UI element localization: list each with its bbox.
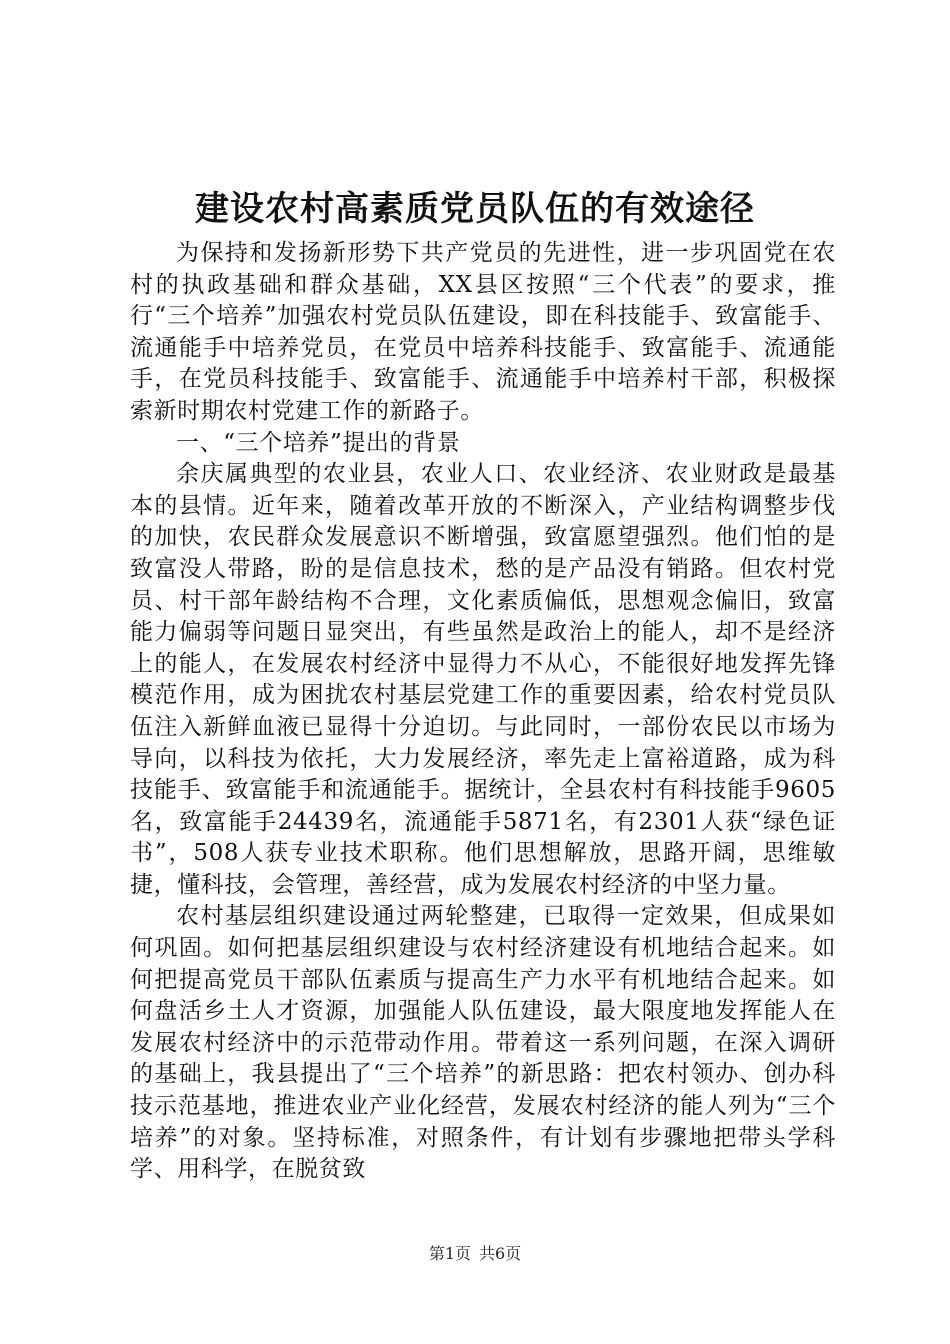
- page-footer: [0, 1243, 950, 1265]
- intro-paragraph: 为保持和发扬新形势下共产党员的先进性，进一步巩固党在农村的执政基础和群众基础，XX县区按照“三个代表”的要求，推行“三个培养”加强农村党员队伍建设，即在科技能手、致富能手、流通能手中培养党员，在党员中培养科技能手、致富能手、流通能手，在党员科技能手、致富能手、流通能手中培养村干部，积极探索新时期农村党建工作的新路子。: [130, 240, 836, 424]
- document-title: 建设农村高素质党员队伍的有效途径: [195, 189, 755, 229]
- organization-paragraph: 农村基层组织建设通过两轮整建，已取得一定效果，但成果如何巩固。如何把基层组织建设与农村经济建设有机地结合起来。如何把提高党员干部队伍素质与提高生产力水平有机地结合起来。如何盘活乡土人才资源，加强能人队伍建设，最大限度地发挥能人在发展农村经济中的示范带动作用。带着这一系列问题，在深入调研的基础上，我县提出了“三个培养”的新思路：把农村领办、创办科技示范基地，推进农业产业化经营，发展农村经济的能人列为“三个培养”的对象。坚持标准，对照条件，有计划有步骤地把带头学科学、用科学，在脱贫致: [130, 903, 836, 1183]
- page-total: 共6页: [479, 1244, 522, 1263]
- document-body: [130, 238, 836, 1186]
- background-paragraph: 余庆属典型的农业县，农业人口、农业经济、农业财政是最基本的县情。近年来，随着改革开放的不断深入，产业结构调整步伐的加快，农民群众发展意识不断增强，致富愿望强烈。他们怕的是致富没人带路，盼的是信息技术，愁的是产品没有销路。但农村党员、村干部年龄结构不合理，文化素质偏低，思想观念偏旧，致富能力偏弱等问题日显突出，有些虽然是政治上的能人，却不是经济上的能人，在发展农村经济中显得力不从心，不能很好地发挥先锋模范作用，成为困扰农村基层党建工作的重要因素，给农村党员队伍注入新鲜血液已显得十分迫切。与此同时，一部份农民以市场为导向，以科技为依托，大力发展经济，率先走上富裕道路，成为科技能手、致富能手和流通能手。据统计，全县农村有科技能手9605名，致富能手24439名，流通能手5871名，有2301人获“绿色证书”，508人获专业技术职称。他们思想解放，思路开阔，思维敏捷，懂科技，会管理，善经营，成为发展农村经济的中坚力量。: [130, 461, 836, 898]
- section-heading: 一、“三个培养”提出的背景: [176, 429, 461, 456]
- page-number: 第1页: [428, 1244, 471, 1263]
